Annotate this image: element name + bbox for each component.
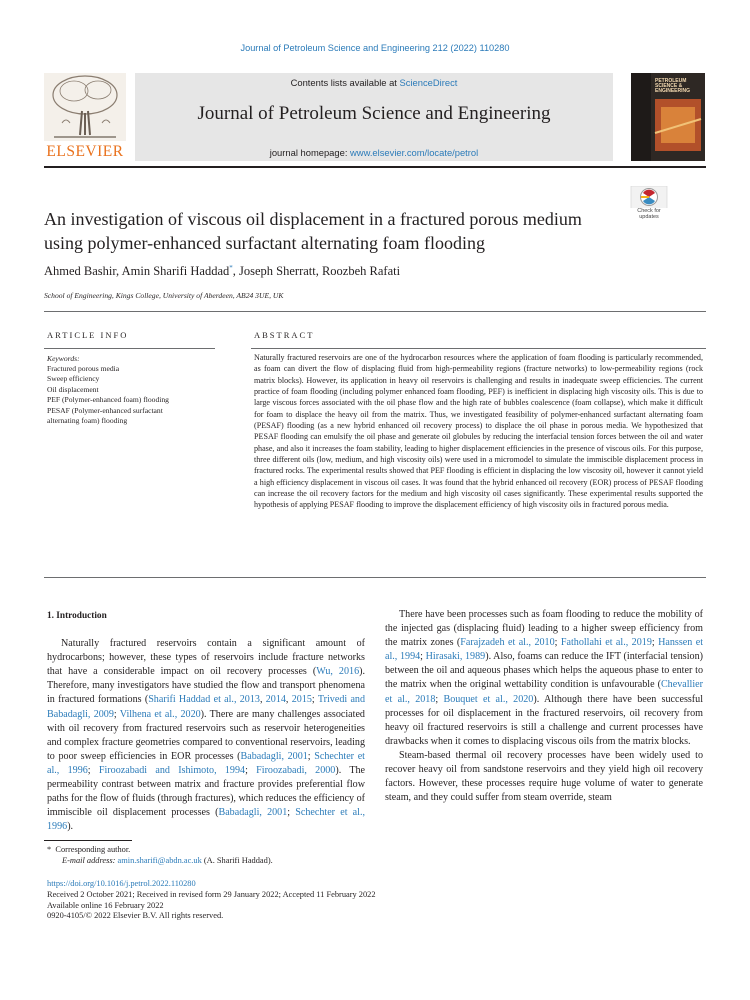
intro-paragraph: There have been processes such as foam flooding to reduce the mobility of the injected gas (displacing fluid) leading to a higher sweep efficiency from the matrix zones (Farajzadeh et al., 2010; Fathollahi et al., 2019; Hanssen et al., 1994; Hirasaki, 1989). Also, foams can reduce the IFT (interfacial tension) between the oil and aqueous phases which helps the aqueous phase to enter to the matrix when the original wettability condition is unfavourable (Chevallier et al., 2018; Bouquet et al., 2020). Although there have been successful processes for oil displacement in the fractured reservoirs, oil recovery from heavy oil fractured reservoirs is still a challenge and current processes have drawbacks when it comes to displacing viscous oils from the matrix blocks.	[385, 609, 704, 747]
citation-link[interactable]: 2015	[291, 694, 312, 706]
cover-title-line: PETROLEUM	[655, 78, 687, 84]
email-link[interactable]: amin.sharifi@abdn.ac.uk	[117, 855, 202, 865]
citation-link[interactable]: Chevallier et al., 2018	[385, 679, 703, 705]
journal-reference[interactable]: Journal of Petroleum Science and Engineering 212 (2022) 110280	[240, 43, 510, 53]
citation-link[interactable]: Schechter et al., 1996	[47, 807, 365, 833]
section-divider	[44, 311, 706, 312]
body-left-column	[47, 609, 365, 834]
introduction-heading: 1. Introduction	[47, 611, 107, 621]
footnote-mark: *	[47, 845, 52, 854]
citation-link[interactable]: Wu, 2016	[316, 666, 360, 678]
abstract-heading: ABSTRACT	[254, 330, 315, 340]
citation-link[interactable]: Babadagli, 2001	[218, 807, 288, 819]
keyword-list	[47, 364, 169, 426]
author-list	[44, 264, 400, 279]
crossmark-line: Check for	[637, 208, 661, 214]
header-rule	[44, 166, 706, 168]
citation-link[interactable]: Schechter et al., 1996	[47, 750, 365, 776]
keyword-item: Oil displacement	[47, 384, 99, 394]
article-info-rule	[44, 348, 215, 349]
citation-link[interactable]: Sharifi Haddad et al., 2013	[148, 694, 260, 706]
keyword-item: alternating foam) flooding	[47, 416, 128, 426]
author-names-rest: , Joseph Sherratt, Roozbeh Rafati	[232, 264, 401, 279]
journal-cover-image[interactable]	[631, 73, 705, 161]
contents-prefix: Contents lists available at	[290, 77, 400, 88]
citation-link[interactable]: Hirasaki, 1989	[425, 651, 486, 663]
homepage-line	[135, 147, 613, 158]
footnote-rule	[44, 840, 132, 841]
email-suffix: (A. Sharifi Haddad).	[203, 855, 273, 865]
doi-link[interactable]: https://doi.org/10.1016/j.petrol.2022.110280	[47, 879, 196, 888]
online-date: Available online 16 February 2022	[47, 900, 164, 910]
elsevier-logo[interactable]	[44, 73, 126, 161]
journal-title: Journal of Petroleum Science and Engineering	[197, 103, 551, 124]
homepage-link[interactable]: www.elsevier.com/locate/petrol	[350, 147, 479, 158]
crossmark-icon	[630, 186, 668, 208]
journal-banner	[135, 73, 613, 161]
author-names: Ahmed Bashir, Amin Sharifi Haddad	[44, 264, 230, 279]
received-dates: Received 2 October 2021; Received in revised form 29 January 2022; Accepted 11 February 2022	[47, 889, 376, 899]
citation-link[interactable]: 2014	[265, 694, 286, 706]
intro-paragraph: Naturally fractured reservoirs contain a significant amount of hydrocarbons; however, these types of reservoirs include fracture networks that have a considerable impact on oil recovery processes (Wu, 2016). Therefore, many investigators have studied the flow and transport phenomena in fractured formations (Sharifi Haddad et al., 2013, 2014, 2015; Trivedi and Babadagli, 2009; Vilhena et al., 2020). There are many challenges associated with oil recovery from fractured reservoirs such as reservoir heterogeneities and complex fracture geometries compared to conventional reservoirs, leading to poor sweep efficiencies in EOR processes (Babadagli, 2001; Schechter et al., 1996; Firoozabadi and Ishimoto, 1994; Firoozabadi, 2000). The permeability contrast between matrix and fracture provides preferential flow paths for the flow of fluids (through fractures), which reduces the efficiency of immiscible oil displacement processes (Babadagli, 2001; Schechter et al., 1996).	[47, 638, 366, 833]
cover-title-line: ENGINEERING	[655, 88, 691, 95]
homepage-prefix: journal homepage:	[269, 147, 351, 158]
paper-title	[44, 207, 624, 255]
article-info-heading: ARTICLE INFO	[47, 330, 129, 340]
cover-title	[655, 79, 699, 95]
title-line: using polymer-enhanced surfactant alternating foam flooding	[44, 233, 485, 253]
email-label: E-mail address:	[62, 855, 116, 865]
citation-link[interactable]: Firoozabadi and Ishimoto, 1994	[98, 764, 246, 776]
cover-title-line: SCIENCE &	[655, 83, 683, 90]
corresponding-footnote	[47, 845, 273, 856]
citation-link[interactable]: Farajzadeh et al., 2010	[460, 637, 555, 649]
intro-paragraph: Steam-based thermal oil recovery processes have been widely used to recover heavy oil from sandstone reservoirs and they yield high oil recovery factors. However, these processes require huge volume of water to generate steam, and they could suffer from steam override, steam	[385, 749, 703, 804]
crossmark-line: updates	[639, 214, 659, 220]
abstract-rule	[251, 348, 706, 349]
keyword-item: Sweep efficiency	[47, 374, 100, 384]
keyword-item: Fractured porous media	[47, 364, 120, 373]
contents-line	[135, 77, 613, 88]
abstract-text: Naturally fractured reservoirs are one of the hydrocarbon resources where the application of foam flooding is particularly recommended, as foam can divert the flow of displacing fluid from high-permeability regions (fracture networks) to low-permeability regions (rock matrix blocks). However, its application in heavy oil reservoirs is challenging and results in inadequate sweep efficiencies. The current practice of foam flooding (including polymer enhanced foam flooding, PEF) is inefficient in displacing high viscosity oils. This is due to large viscous forces associated with the oil phase flow and the high rate of bubbles coalescence (foam collapse), which make it difficult for foam to displace the heavy oil from the matrix. Thus, we investigated feasibility of polymer-enhanced surfactant alternating foam (PESAF) flooding (as a new hybrid enhanced oil recovery process) to displace the oil phase in porous media. We hypothesized that PESAF flooding can emulsify the oil phase and generate oil globules by reducing the interfacial tension forces between the oil and water phase, and also it increases the foam stability, leading to higher displacement efficiencies in the presence of viscous oils. For this purpose, three different oils (low, medium, and high viscosity oils) were used in a micromodel to simulate the immiscible displacement process in fractured rocks. The experimental results showed that PEF flooding is efficient in displacing the low viscosity oil, however it cannot yield a high efficiency displacement in viscous oil cases. It was found that the hybrid enhanced oil recovery (EOR) process of PESAF flooding can increase the oil recovery factors for the medium and high viscosity oil cases significantly. These experimental results supported the hypothesis of applying PESAF flooding to improve the displacement efficiency of high viscosity oils in fractured porous media.	[254, 353, 703, 510]
body-right-column	[385, 608, 703, 805]
keyword-item: PEF (Polymer-enhanced foam) flooding	[47, 395, 169, 405]
corresponding-label: Corresponding author.	[55, 845, 131, 854]
check-for-updates-button[interactable]	[630, 186, 668, 222]
publisher-wordmark: ELSEVIER	[46, 143, 124, 160]
keyword-item: PESAF (Polymer-enhanced surfactant	[47, 405, 163, 415]
footnotes	[47, 845, 273, 866]
affiliation: School of Engineering, Kings College, University of Aberdeen, AB24 3UE, UK	[44, 291, 284, 300]
crossmark-label	[630, 208, 668, 220]
keywords-label: Keywords:	[47, 354, 80, 363]
corresponding-author-link[interactable]: *	[229, 264, 233, 272]
title-line: An investigation of viscous oil displacement in a fractured porous medium	[44, 209, 582, 229]
citation-link[interactable]: Hanssen et al., 1994	[385, 637, 704, 663]
copyright: 0920-4105/© 2022 Elsevier B.V. All rights reserved.	[47, 911, 224, 921]
section-divider	[44, 577, 706, 578]
citation-link[interactable]: Bouquet et al., 2020	[443, 693, 534, 705]
citation-link[interactable]: Vilhena et al., 2020	[119, 708, 201, 720]
email-footnote	[47, 856, 273, 867]
citation-link[interactable]: Fathollahi et al., 2019	[560, 637, 652, 649]
citation-link[interactable]: Trivedi and Babadagli, 2009	[47, 694, 366, 720]
tree-icon	[44, 73, 126, 141]
sciencedirect-link[interactable]: ScienceDirect	[399, 77, 458, 88]
citation-link[interactable]: Babadagli, 2001	[240, 750, 308, 762]
publication-info	[47, 879, 376, 922]
citation-link[interactable]: Firoozabadi, 2000	[256, 764, 336, 776]
